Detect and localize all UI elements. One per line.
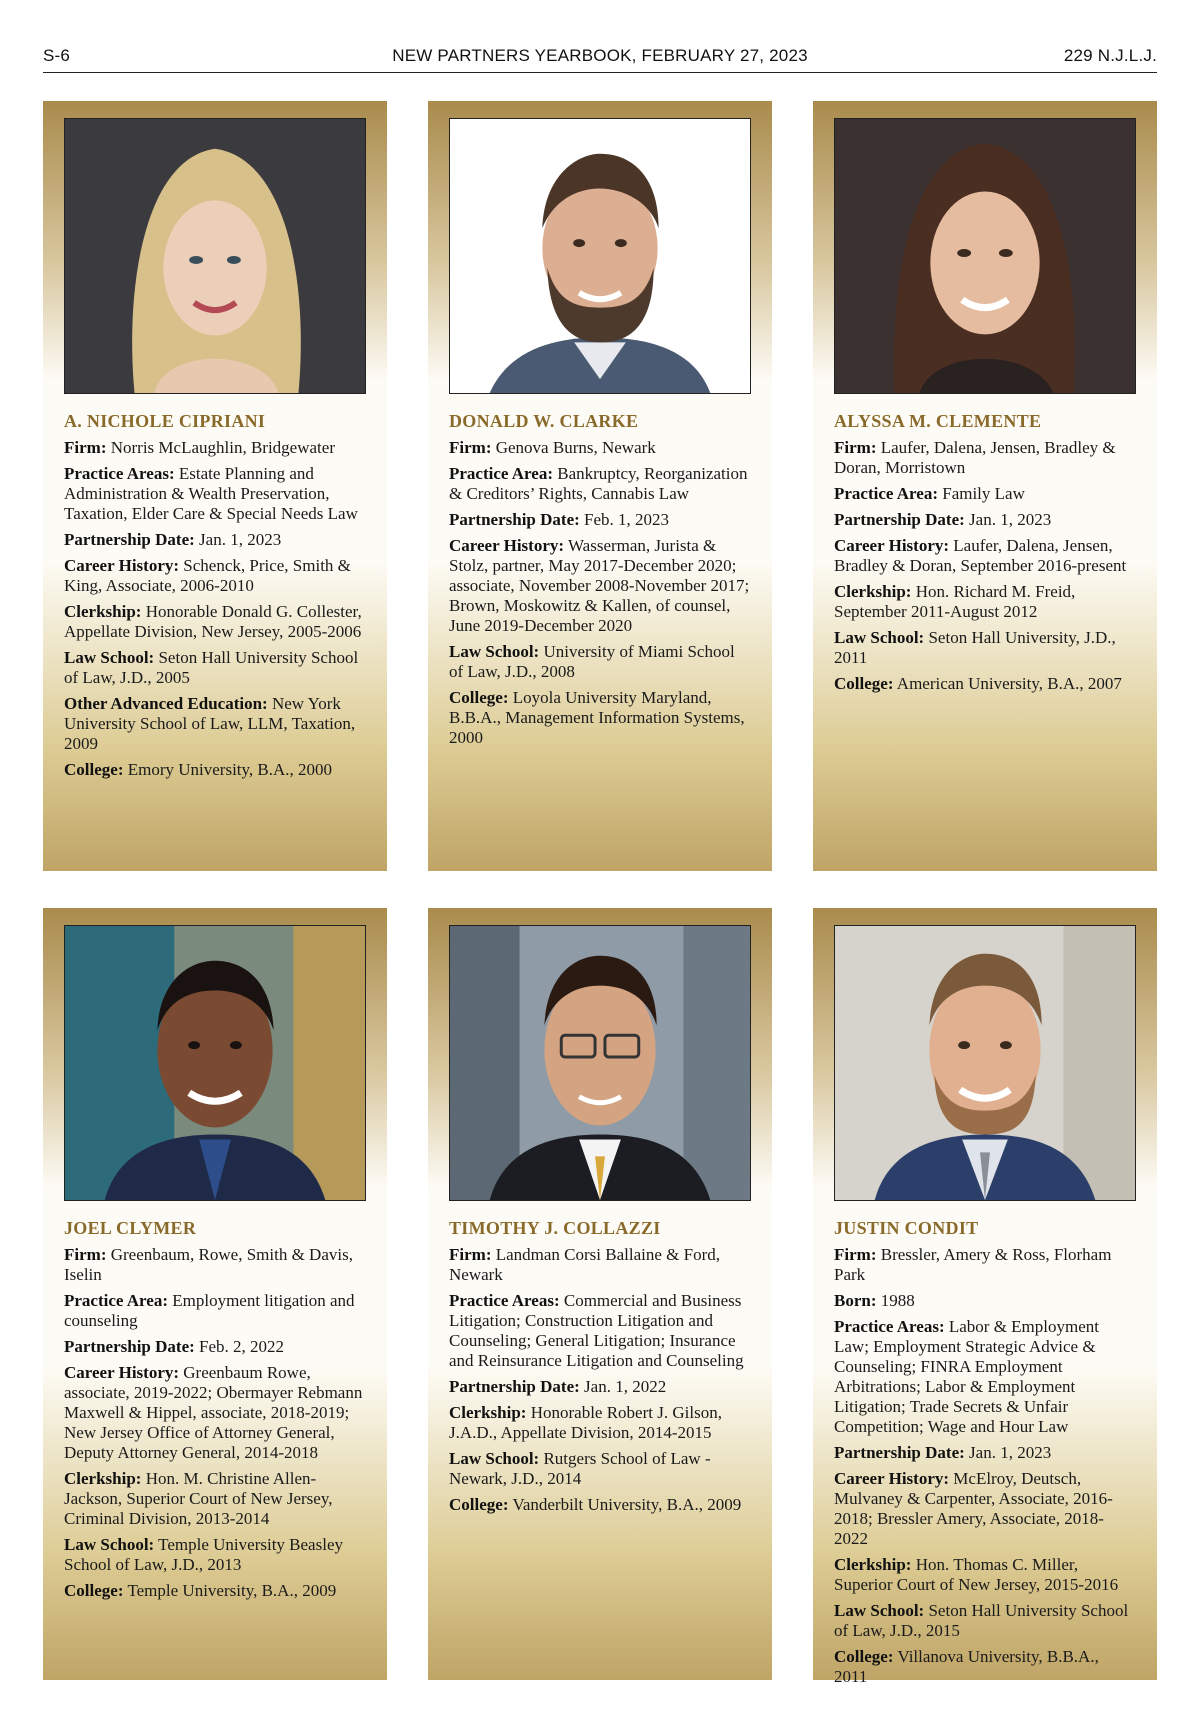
profile-field-practice: Practice Areas: Estate Planning and Administration & Wealth Preservation, Taxation, Elder Care & Special Needs Law xyxy=(64,464,358,523)
profile-field-clerkship: Clerkship: Hon. Thomas C. Miller, Superior Court of New Jersey, 2015-2016 xyxy=(834,1555,1119,1594)
profile-field-college: College: Loyola University Maryland, B.B.A., Management Information Systems, 2000 xyxy=(449,688,745,747)
profile-field-college: College: Villanova University, B.B.A., 2011 xyxy=(834,1647,1099,1686)
profile-card xyxy=(43,101,387,871)
profile-field-firm: Firm: Genova Burns, Newark xyxy=(449,438,656,457)
profile-field-law-school: Law School: Seton Hall University, J.D., 2011 xyxy=(834,628,1116,667)
profile-field-law-school: Law School: Seton Hall University School of Law, J.D., 2005 xyxy=(64,648,359,687)
profile-field-partnership: Partnership Date: Jan. 1, 2023 xyxy=(834,1443,1052,1462)
profile-name: JUSTIN CONDIT xyxy=(834,1218,979,1238)
profile-field-career: Career History: Schenck, Price, Smith & King, Associate, 2006-2010 xyxy=(64,556,351,595)
profile-name: ALYSSA M. CLEMENTE xyxy=(834,411,1042,431)
profile-field-partnership: Partnership Date: Jan. 1, 2023 xyxy=(834,510,1052,529)
page-header xyxy=(43,40,1157,73)
profile-field-career: Career History: McElroy, Deutsch, Mulvaney & Carpenter, Associate, 2016-2018; Bressler Amery, Associate, 2018-2022 xyxy=(834,1469,1113,1548)
profile-field-career: Career History: Greenbaum Rowe, associate, 2019-2022; Obermayer Rebmann Maxwell & Hippel, associate, 2018-2019; New Jersey Office of Attorney General, Deputy Attorney General, 2014-2018 xyxy=(64,1363,363,1462)
profile-field-college: College: American University, B.A., 2007 xyxy=(834,674,1122,693)
profile-field-law-school: Law School: University of Miami School of Law, J.D., 2008 xyxy=(449,642,735,681)
profile-field-partnership: Partnership Date: Jan. 1, 2023 xyxy=(64,530,282,549)
profile-field-partnership: Partnership Date: Feb. 2, 2022 xyxy=(64,1337,285,1356)
portrait-photo-icon xyxy=(834,925,1136,1201)
profile-field-college: College: Temple University, B.A., 2009 xyxy=(64,1581,337,1600)
portrait-photo-icon xyxy=(449,118,751,394)
profile-field-clerkship: Clerkship: Hon. M. Christine Allen-Jackson, Superior Court of New Jersey, Criminal Division, 2013-2014 xyxy=(64,1469,333,1528)
profile-field-clerkship: Clerkship: Honorable Donald G. Collester, Appellate Division, New Jersey, 2005-2006 xyxy=(64,602,362,641)
profile-field-law-school: Law School: Rutgers School of Law - Newark, J.D., 2014 xyxy=(449,1449,711,1488)
profile-field-firm: Firm: Bressler, Amery & Ross, Florham Park xyxy=(834,1245,1112,1284)
profile-field-practice: Practice Area: Employment litigation and counseling xyxy=(64,1291,355,1330)
profile-field-born: Born: 1988 xyxy=(834,1291,915,1310)
profile-card xyxy=(813,101,1157,871)
portrait-photo-icon xyxy=(64,118,366,394)
profile-field-clerkship: Clerkship: Honorable Robert J. Gilson, J.A.D., Appellate Division, 2014-2015 xyxy=(449,1403,722,1442)
profile-field-firm: Firm: Landman Corsi Ballaine & Ford, Newark xyxy=(449,1245,721,1284)
profile-field-practice: Practice Areas: Labor & Employment Law; Employment Strategic Advice & Counseling; FINRA Employment Arbitrations; Labor & Employment Litigation; Trade Secrets & Unfair Competition; Wage and Hour Law xyxy=(834,1317,1099,1436)
profile-field-college: College: Vanderbilt University, B.A., 2009 xyxy=(449,1495,742,1514)
profile-field-clerkship: Clerkship: Hon. Richard M. Freid, September 2011-August 2012 xyxy=(834,582,1076,621)
profile-field-career: Career History: Laufer, Dalena, Jensen, Bradley & Doran, September 2016-present xyxy=(834,536,1127,575)
profile-field-firm: Firm: Norris McLaughlin, Bridgewater xyxy=(64,438,335,457)
profile-field-law-school: Law School: Seton Hall University School of Law, J.D., 2015 xyxy=(834,1601,1129,1640)
profile-field-firm: Firm: Greenbaum, Rowe, Smith & Davis, Iselin xyxy=(64,1245,353,1284)
profile-card xyxy=(428,101,772,871)
profile-card xyxy=(813,908,1157,1686)
profile-name: DONALD W. CLARKE xyxy=(449,411,639,431)
portrait-photo-icon xyxy=(64,925,366,1201)
profile-field-partnership: Partnership Date: Jan. 1, 2022 xyxy=(449,1377,667,1396)
profile-name: A. NICHOLE CIPRIANI xyxy=(64,411,266,431)
profile-field-college: College: Emory University, B.A., 2000 xyxy=(64,760,333,779)
profile-field-other-education: Other Advanced Education: New York University School of Law, LLM, Taxation, 2009 xyxy=(64,694,356,753)
profile-field-career: Career History: Wasserman, Jurista & Stolz, partner, May 2017-December 2020; associate, November 2008-November 2017; Brown, Moskowitz & Kallen, of counsel, June 2019-December 2020 xyxy=(449,536,750,635)
profile-name: TIMOTHY J. COLLAZZI xyxy=(449,1218,661,1238)
profile-card xyxy=(43,908,387,1680)
profile-field-law-school: Law School: Temple University Beasley School of Law, J.D., 2013 xyxy=(64,1535,343,1574)
profile-card xyxy=(428,908,772,1680)
profile-field-practice: Practice Area: Bankruptcy, Reorganization & Creditors’ Rights, Cannabis Law xyxy=(449,464,748,503)
publication-title: NEW PARTNERS YEARBOOK, FEBRUARY 27, 2023 xyxy=(392,46,808,65)
profile-field-firm: Firm: Laufer, Dalena, Jensen, Bradley & Doran, Morristown xyxy=(834,438,1116,477)
profile-field-partnership: Partnership Date: Feb. 1, 2023 xyxy=(449,510,670,529)
portrait-photo-icon xyxy=(449,925,751,1201)
portrait-photo-icon xyxy=(834,118,1136,394)
citation: 229 N.J.L.J. xyxy=(1063,46,1157,65)
page-number: S-6 xyxy=(43,46,71,65)
profile-field-practice: Practice Area: Family Law xyxy=(834,484,1025,503)
profile-field-practice: Practice Areas: Commercial and Business Litigation; Construction Litigation and Counseling; General Litigation; Insurance and Reinsurance Litigation and Counseling xyxy=(449,1291,744,1370)
profile-name: JOEL CLYMER xyxy=(64,1218,197,1238)
